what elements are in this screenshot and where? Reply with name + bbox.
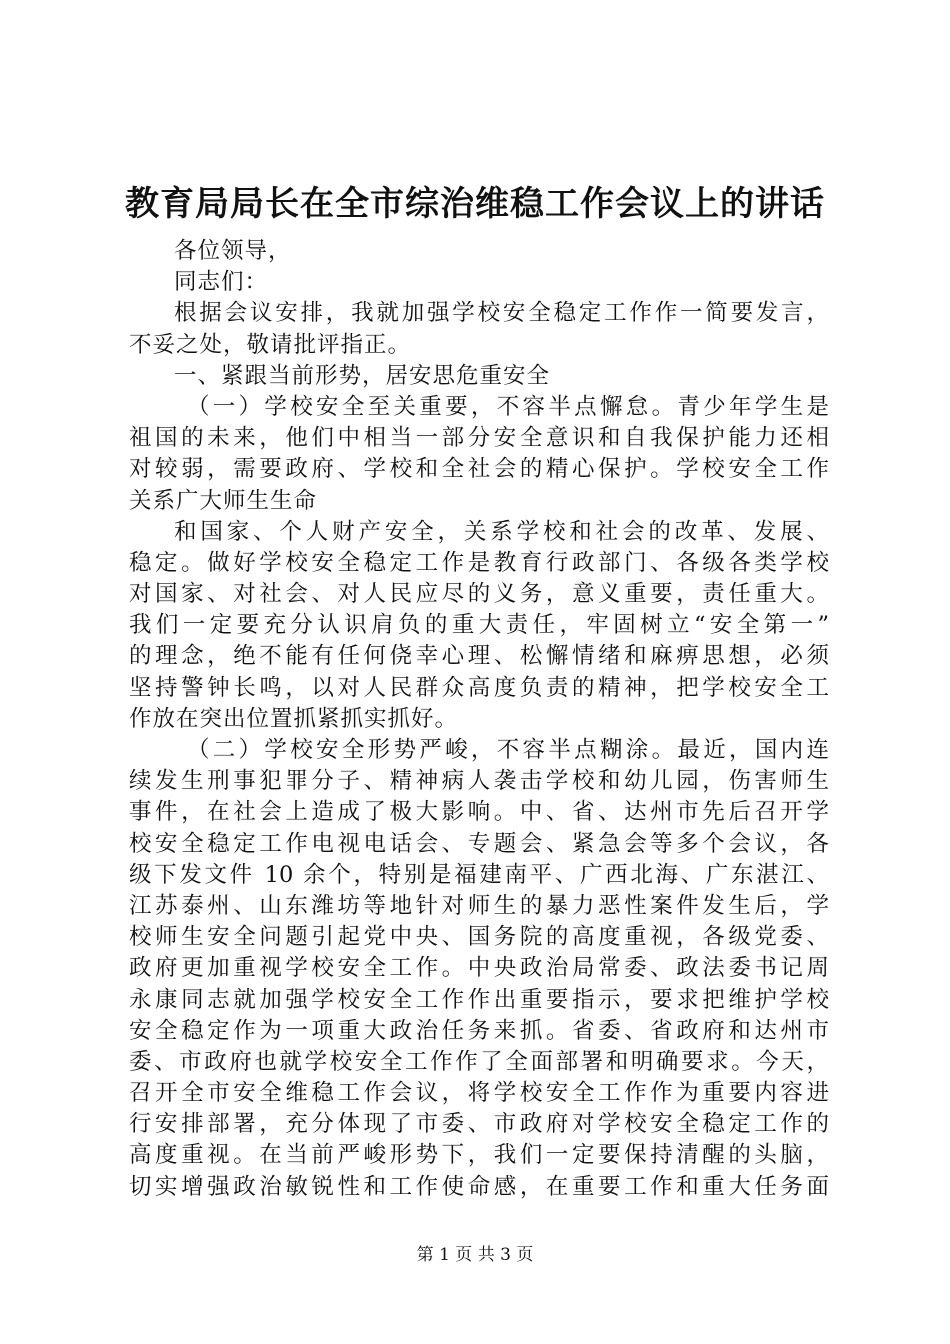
text-line: 行安排部署，充分体现了市委、市政府对学校安全稳定工作的 [129, 1111, 829, 1138]
text-line: 关系广大师生生命 [129, 487, 318, 514]
text-line: 对较弱，需要政府、学校和全社会的精心保护。学校安全工作 [129, 456, 829, 483]
text-line: 切实增强政治敏锐性和工作使命感，在重要工作和重大任务面 [129, 1173, 829, 1200]
text-line: 江苏泰州、山东潍坊等地针对师生的暴力恶性案件发生后，学 [129, 892, 829, 919]
text-line: 祖国的未来，他们中相当一部分安全意识和自我保护能力还相 [129, 425, 829, 452]
text-line: 同志们： [174, 269, 269, 296]
text-line: 我们一定要充分认识肩负的重大责任，牢固树立“安全第一” [129, 612, 829, 639]
document-title: 教育局局长在全市综治维稳工作会议上的讲话 [125, 184, 825, 224]
text-line: 高度重视。在当前严峻形势下，我们一定要保持清醒的头脑， [129, 1142, 829, 1169]
text-line: 事件，在社会上造成了极大影响。中、省、达州市先后召开学 [129, 799, 829, 826]
text-line: 校安全稳定工作电视电话会、专题会、紧急会等多个会议，各 [129, 830, 829, 857]
text-line: （一）学校安全至关重要，不容半点懈怠。青少年学生是 [187, 393, 829, 420]
text-line: 根据会议安排，我就加强学校安全稳定工作作一简要发言， [174, 300, 829, 327]
text-line: 委、市政府也就学校安全工作作了全面部署和明确要求。今天， [129, 1048, 829, 1075]
text-line: 政府更加重视学校安全工作。中央政治局常委、政法委书记周 [129, 955, 829, 982]
text-line: 不妥之处，敬请批评指正。 [129, 331, 412, 358]
text-line: 续发生刑事犯罪分子、精神病人袭击学校和幼儿园，伤害师生 [129, 768, 829, 795]
document-body [129, 236, 829, 1203]
text-line: 作放在突出位置抓紧抓实抓好。 [129, 705, 459, 732]
text-line: 和国家、个人财产安全，关系学校和社会的改革、发展、 [174, 518, 829, 545]
text-line: 稳定。做好学校安全稳定工作是教育行政部门、各级各类学校 [129, 549, 829, 576]
text-line: 安全稳定作为一项重大政治任务来抓。省委、省政府和达州市 [129, 1017, 829, 1044]
page-footer: 第 1 页 共 3 页 [416, 1245, 534, 1265]
text-line: 一、紧跟当前形势，居安思危重安全 [174, 362, 551, 389]
text-line: 召开全市安全维稳工作会议，将学校安全工作作为重要内容进 [129, 1080, 829, 1107]
text-line: 各位领导， [174, 238, 292, 264]
text-line: 永康同志就加强学校安全工作作出重要指示，要求把维护学校 [129, 986, 829, 1013]
text-line: 对国家、对社会、对人民应尽的义务，意义重要，责任重大。 [129, 581, 829, 608]
text-line: 级下发文件 10 余个，特别是福建南平、广西北海、广东湛江、 [129, 861, 829, 888]
text-line: （二）学校安全形势严峻，不容半点糊涂。最近，国内连 [187, 737, 829, 763]
text-line: 的理念，绝不能有任何侥幸心理、松懈情绪和麻痹思想，必须 [129, 643, 829, 670]
text-line: 校师生安全问题引起党中央、国务院的高度重视，各级党委、 [129, 924, 829, 951]
text-line: 坚持警钟长鸣，以对人民群众高度负责的精神，把学校安全工 [129, 674, 829, 701]
